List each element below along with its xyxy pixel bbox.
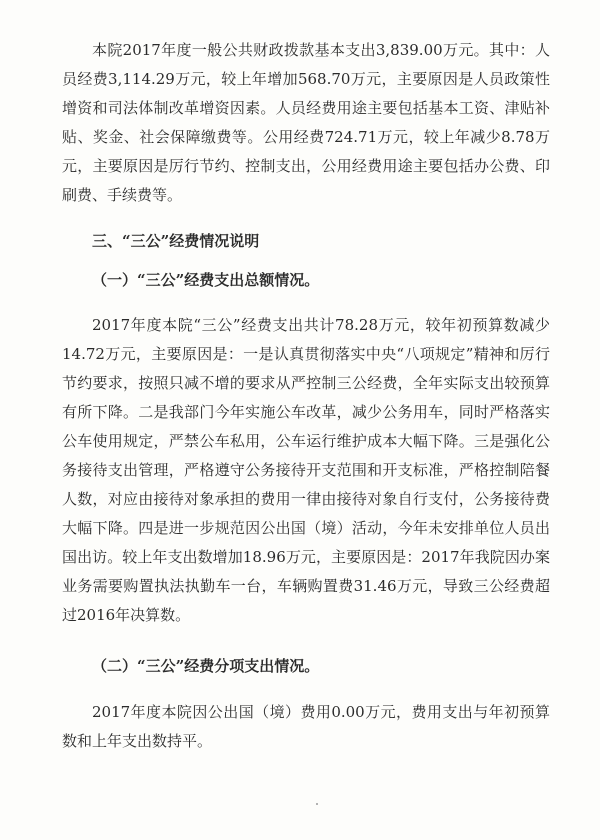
scan-speck — [316, 803, 318, 805]
section-heading-three-public: 三、“三公”经费情况说明 — [92, 232, 260, 250]
paragraph-basic-expenditure: 本院2017年度一般公共财政拨款基本支出3,839.00万元。其中：人员经费3,114.29万元，较上年增加568.70万元，主要原因是人员政策性增资和司法体制改革增资因素。人员经费用途主要包括基本工资、津贴补贴、奖金、社会保障缴费等。公用经费724.71万元，较上年减少8.78万元，主要原因是厉行节约、控制支出，公用经费用途主要包括办公费、印刷费、手续费等。 — [62, 41, 550, 204]
paragraph-three-public-total: 2017年度本院“三公”经费支出共计78.28万元，较年初预算数减少14.72万元，主要原因是：一是认真贯彻落实中央“八项规定”精神和厉行节约要求，按照只减不增的要求从严控制三公经费，全年实际支出较预算有所下降。二是我部门今年实施公车改革，减少公务用车，同时严格落实公车使用规定，严禁公车私用，公车运行维护成本大幅下降。三是强化公务接待支出管理，严格遵守公务接待开支范围和开支标准，严格控制陪餐人数，对应由接待对象承担的费用一律由接待对象自行支付，公务接待费大幅下降。四是进一步规范因公出国（境）活动，今年未安排单位人员出国出访。较上年支出数增加18.96万元，主要原因是：2017年我院因办案业务需要购置执法执勤车一台，车辆购置费31.46万元，导致三公经费超过2016年决算数。 — [62, 316, 550, 624]
subheading-total-expenditure: （一）“三公”经费支出总额情况。 — [92, 271, 320, 289]
subheading-itemized-expenditure: （二）“三公”经费分项支出情况。 — [92, 657, 320, 675]
paragraph-overseas-travel: 2017年度本院因公出国（境）费用0.00万元，费用支出与年初预算数和上年支出数持平。 — [62, 703, 550, 750]
